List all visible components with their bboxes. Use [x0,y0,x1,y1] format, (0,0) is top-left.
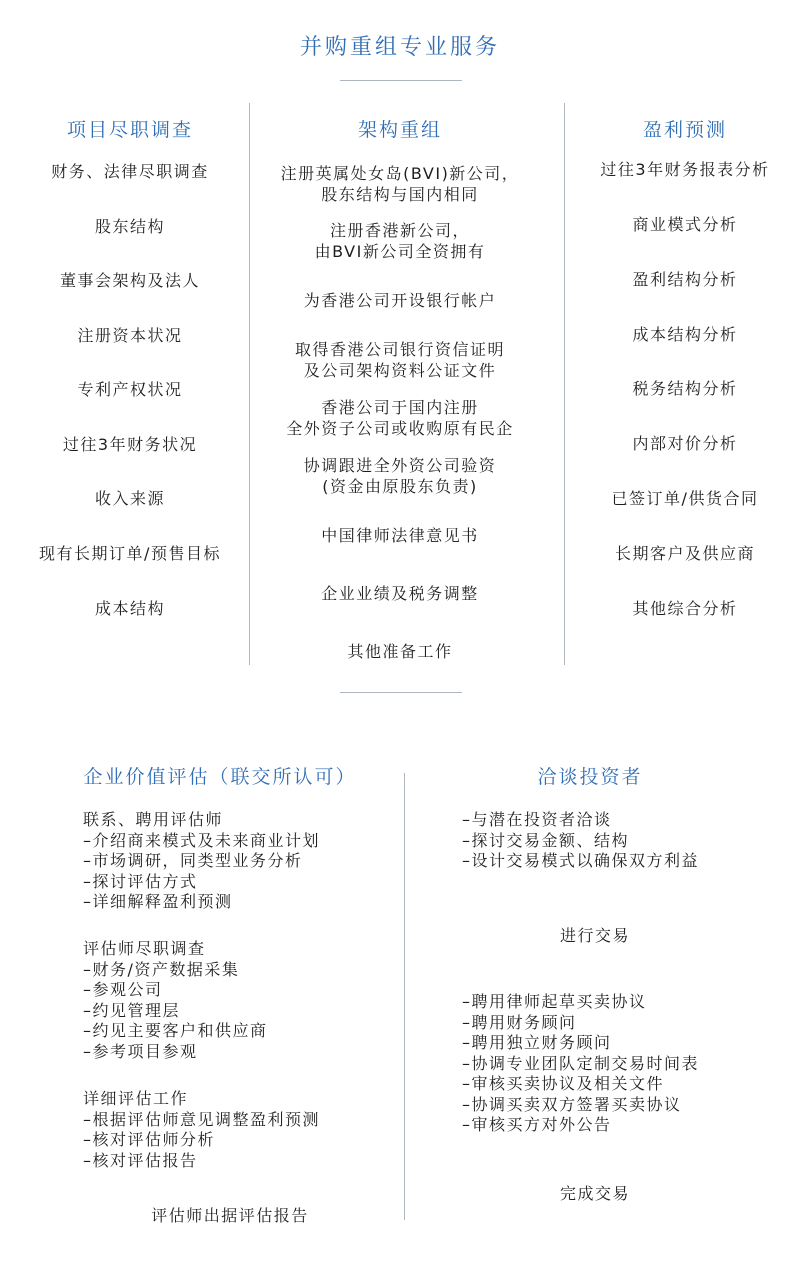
list-item: –核对评估师分析 [83,1130,216,1149]
valuation-heading: 企业价值评估（联交所认可） [83,766,357,788]
list-item: –参观公司 [83,980,163,999]
list-item: 联系、聘用评估师 [83,810,224,829]
list-item: –聘用独立财务顾问 [462,1033,612,1052]
list-item: 其他综合分析 [632,599,738,618]
restructuring-column [250,0,550,680]
list-item: –约见管理层 [83,1000,181,1020]
list-item: 企业业绩及税务调整 [321,584,479,603]
list-item: –核对评估报告 [83,1150,198,1170]
list-item: –与潜在投资者洽谈 [462,810,612,829]
list-item: –财务/资产数据采集 [83,959,240,979]
list-item: 财务、法律尽职调查 [51,162,209,181]
restructuring-heading: 架构重组 [357,119,442,141]
list-item: 内部对价分析 [632,434,738,453]
list-item: –探讨交易金额、结构 [462,830,630,850]
list-item: 税务结构分析 [632,379,738,398]
list-item: –协调买卖双方签署买卖协议 [462,1094,682,1114]
list-item: –市场调研，同类型业务分析 [83,851,303,870]
section-divider [340,692,462,693]
valuation-footer: 评估师出据评估报告 [151,1206,309,1225]
list-item: –根据评估师意见调整盈利预测 [83,1109,321,1129]
negotiation-heading: 洽谈投资者 [537,766,643,788]
list-item: –聘用财务顾问 [462,1012,577,1032]
list-item: 股东结构 [94,217,165,236]
list-item: –聘用律师起草买卖协议 [462,992,647,1011]
list-item: 注册英属处女岛(BVI)新公司， 股东结构与国内相同 [280,164,520,204]
list-item: 成本结构分析 [632,325,738,344]
list-item: 董事会架构及法人 [59,271,200,290]
list-item: 详细评估工作 [83,1089,189,1108]
list-item: 协调跟进全外资公司验资 (资金由原股东负责) [303,456,497,496]
negotiation-footer: 完成交易 [559,1184,630,1203]
list-item: 评估师尽职调查 [83,939,206,958]
list-item: 成本结构 [94,599,165,618]
list-item: 过往3年财务状况 [62,435,198,454]
profit-forecast-heading: 盈利预测 [642,119,727,141]
due-diligence-heading: 项目尽职调查 [66,119,193,141]
negotiation-group-2 [462,992,699,1136]
negotiation-group-1 [462,810,699,872]
list-item: 过往3年财务报表分析 [600,160,770,179]
column-divider-right [564,103,565,665]
valuation-group-1 [83,810,320,913]
list-item: 收入来源 [94,489,165,508]
list-item: –审核买卖协议及相关文件 [462,1074,665,1093]
list-item: 专利产权状况 [77,380,183,399]
list-item: 长期客户及供应商 [614,544,755,563]
list-item: 其他准备工作 [347,642,453,661]
list-item: 现有长期订单/预售目标 [39,544,221,563]
list-item: –协调专业团队定制交易时间表 [462,1053,700,1073]
list-item: 已签订单/供货合同 [611,489,759,508]
list-item: 中国律师法律意见书 [321,526,479,545]
list-item: –审核买方对外公告 [462,1115,612,1134]
bottom-column-divider [404,773,405,1220]
page-title: 并购重组专业服务 [299,35,500,60]
profit-forecast-column [570,0,800,680]
list-item: 商业模式分析 [632,215,738,234]
list-item: –介绍商来模式及未来商业计划 [83,830,321,850]
due-diligence-column [0,0,260,680]
list-item: 取得香港公司银行资信证明 及公司架构资料公证文件 [294,340,505,380]
list-item: 香港公司于国内注册 全外资子公司或收购原有民企 [286,398,514,438]
list-item: –探讨评估方式 [83,871,198,891]
list-item: –约见主要客户和供应商 [83,1021,268,1040]
list-item: 盈利结构分析 [632,270,738,289]
valuation-group-2 [83,939,268,1062]
list-item: –参考项目参观 [83,1041,198,1061]
list-item: 为香港公司开设银行帐户 [303,291,497,310]
list-item: –设计交易模式以确保双方利益 [462,851,700,870]
list-item: 注册香港新公司， 由BVI新公司全资拥有 [314,221,486,261]
list-item: 注册资本状况 [77,326,183,345]
negotiation-middle: 进行交易 [559,926,630,945]
valuation-group-3 [83,1089,320,1171]
list-item: –详细解释盈利预测 [83,892,233,911]
